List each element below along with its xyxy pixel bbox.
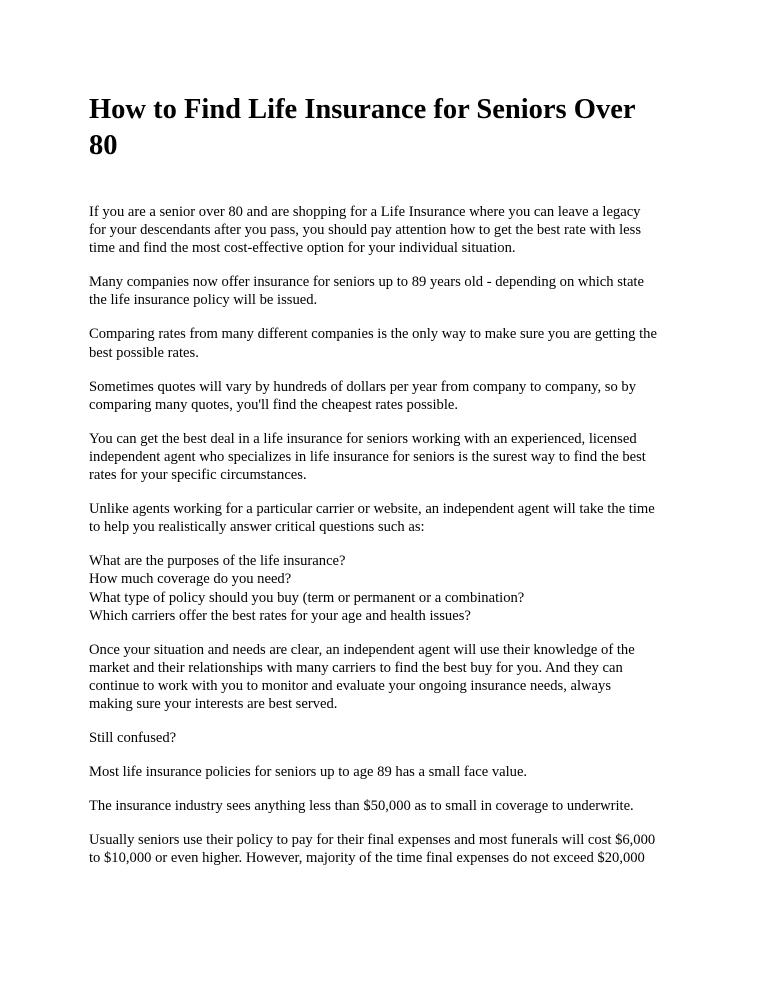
document-title	[89, 92, 689, 164]
text-line: the life insurance policy will be issued.	[89, 292, 318, 309]
document-page	[89, 92, 689, 884]
text-line: Comparing rates from many different companies is the only way to make sure you are getting the	[89, 326, 657, 343]
text-line: to help you realistically answer critical questions such as:	[89, 519, 425, 536]
text-line: Sometimes quotes will vary by hundreds of dollars per year from company to company, so by	[89, 378, 637, 395]
text-line: The insurance industry sees anything less than $50,000 as to small in coverage to underwrite.	[89, 798, 634, 815]
text-line: to $10,000 or even higher. However, majority of the time final expenses do not exceed $20,000	[89, 850, 645, 867]
paragraph-best-deal	[89, 430, 689, 484]
text-line: comparing many quotes, you'll find the cheapest rates possible.	[89, 396, 459, 413]
title-line: How to Find Life Insurance for Seniors Over	[89, 94, 636, 125]
paragraph-companies	[89, 273, 689, 309]
paragraph-final-expenses	[89, 831, 689, 867]
text-line: time and find the most cost-effective option for your individual situation.	[89, 240, 516, 257]
text-line: You can get the best deal in a life insurance for seniors working with an experienced, licensed	[89, 430, 637, 447]
paragraph-still-confused	[89, 729, 689, 747]
text-line: Unlike agents working for a particular carrier or website, an independent agent will take the time	[89, 501, 655, 518]
text-line: making sure your interests are best served.	[89, 695, 338, 712]
paragraph-questions	[89, 552, 689, 624]
paragraph-situation	[89, 641, 689, 713]
text-line: Usually seniors use their policy to pay for their final expenses and most funerals will cost $6,000	[89, 832, 656, 849]
text-line: market and their relationships with many carriers to find the best buy for you. And they can	[89, 659, 623, 676]
paragraph-independent-agent	[89, 500, 689, 536]
paragraph-industry	[89, 797, 689, 815]
text-line: If you are a senior over 80 and are shopping for a Life Insurance where you can leave a legacy	[89, 204, 641, 220]
text-line: Most life insurance policies for seniors up to age 89 has a small face value.	[89, 764, 528, 781]
paragraph-face-value	[89, 763, 689, 781]
title-line: 80	[89, 130, 118, 161]
text-line: for your descendants after you pass, you should pay attention how to get the best rate with less	[89, 222, 642, 239]
paragraph-quotes	[89, 378, 689, 414]
text-line: continue to work with you to monitor and evaluate your ongoing insurance needs, always	[89, 677, 612, 694]
paragraph-intro	[89, 203, 689, 257]
question-line: How much coverage do you need?	[89, 571, 292, 588]
text-line: best possible rates.	[89, 344, 199, 361]
question-line: Which carriers offer the best rates for your age and health issues?	[89, 607, 471, 624]
text-line: Many companies now offer insurance for seniors up to 89 years old - depending on which state	[89, 274, 644, 291]
question-line: What type of policy should you buy (term or permanent or a combination?	[89, 589, 525, 606]
question-line: What are the purposes of the life insurance?	[89, 553, 346, 570]
text-line: rates for your specific circumstances.	[89, 467, 307, 484]
text-line: Once your situation and needs are clear, an independent agent will use their knowledge of the	[89, 641, 635, 658]
text-line: Still confused?	[89, 730, 177, 747]
text-line: independent agent who specializes in life insurance for seniors is the surest way to find the best	[89, 448, 646, 465]
paragraph-comparing	[89, 325, 689, 361]
